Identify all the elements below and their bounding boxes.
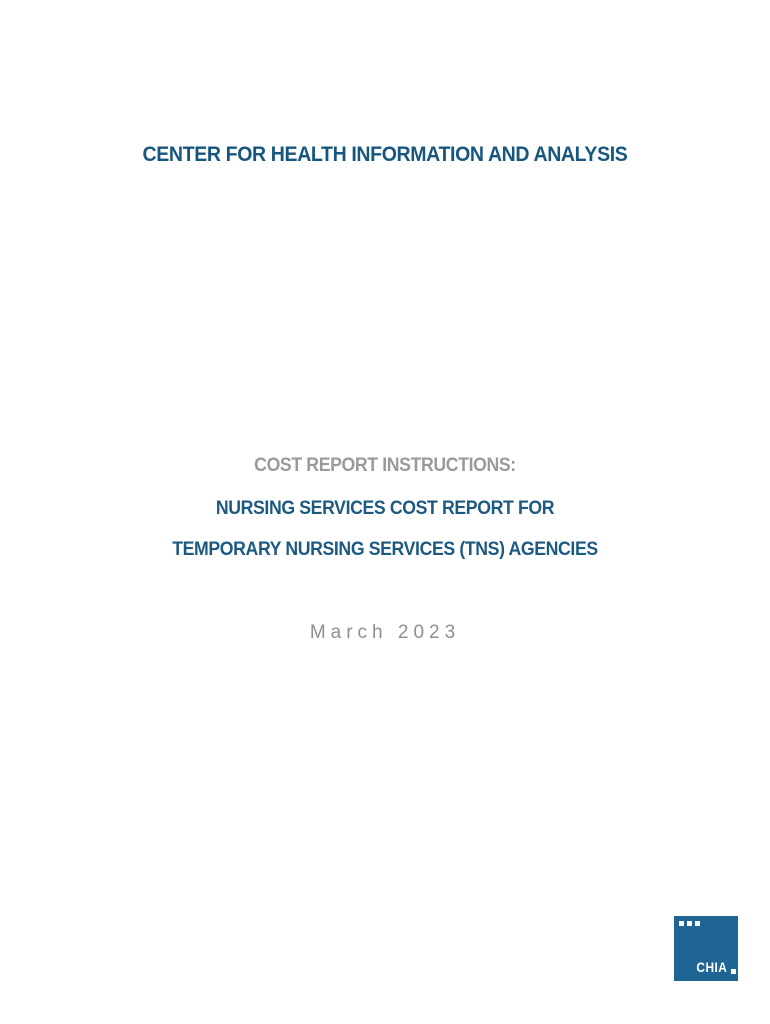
- logo-dots-icon: [679, 921, 703, 926]
- logo-dot: [695, 921, 700, 926]
- logo-dot: [687, 921, 692, 926]
- document-subtitle: COST REPORT INSTRUCTIONS:: [254, 455, 516, 476]
- document-title-line-1: NURSING SERVICES COST REPORT FOR: [215, 498, 555, 519]
- logo-period-icon: [731, 969, 736, 974]
- logo-text: CHIA: [696, 959, 727, 975]
- logo-dot: [679, 921, 684, 926]
- document-title-line-2: TEMPORARY NURSING SERVICES (TNS) AGENCIES: [172, 539, 598, 560]
- chia-logo: [674, 916, 738, 981]
- document-date: March 2023: [309, 622, 461, 643]
- organization-name: CENTER FOR HEALTH INFORMATION AND ANALYSIS: [142, 143, 628, 166]
